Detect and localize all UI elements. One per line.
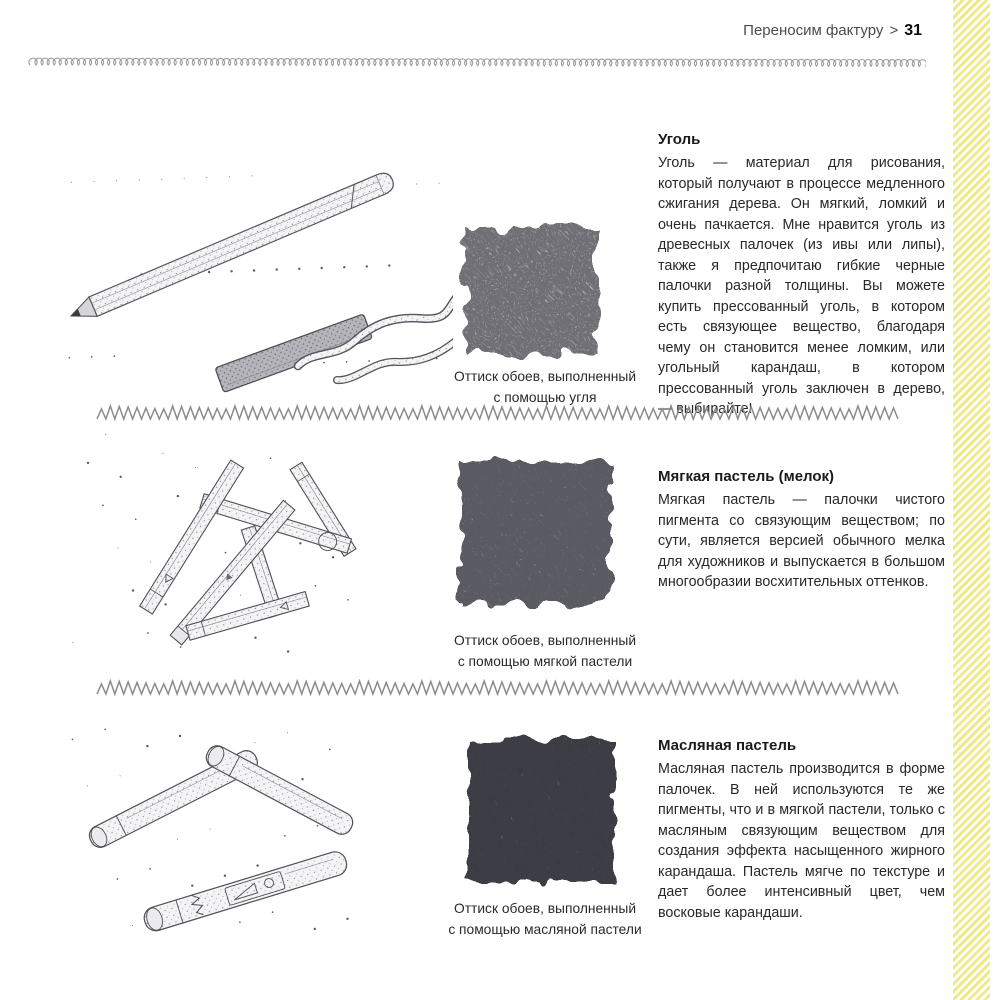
zigzag-divider	[95, 679, 907, 699]
breadcrumb: Переносим фактуру	[743, 22, 884, 39]
charcoal-swatch-caption	[425, 367, 665, 408]
squiggle-divider	[26, 52, 926, 74]
caption-line: Оттиск обоев, выполненный	[453, 369, 637, 384]
oil-pastel-texture-swatch	[452, 728, 632, 896]
caption-line: с помощью мягкой пастели	[457, 653, 633, 669]
section-paragraph: Уголь — материал для рисования, который получают в процессе медленного сжигания дерева. Он мягкий, ломкий и очень пачкается. Мне нравится уголь из древесных палочек (из ивы или липы), также я предпочитаю гибкие черные палочки разной толщины. Вы можете купить прессованный уголь, в котором есть связующее вещество, благодаря чему он становится менее ломким, или угольный карандаш, в котором прессованный уголь заключен в дерево, — выбирайте!	[658, 155, 945, 417]
page-number: 31	[904, 22, 922, 39]
section-heading: Масляная пастель	[658, 737, 797, 754]
soft-pastel-texture-swatch	[444, 450, 630, 620]
caption-line: с помощью масляной пастели	[448, 921, 642, 937]
caption-line: с помощью угля	[493, 389, 597, 405]
soft-pastel-illustration	[70, 433, 368, 663]
page-header	[743, 22, 922, 40]
caption-line: Оттиск обоев, выполненный	[453, 633, 637, 648]
section-paragraph: Масляная пастель производится в форме палочек. В ней используются те же пигменты, что и в мягкой пастели, только с масляным связующим веществом для создания эффекта насыщенного жирного карандаша. Пастель мягче по текстуре и дает более интенсивный цвет, чем восковые карандаши.	[658, 761, 945, 921]
section-heading: Уголь	[658, 131, 701, 148]
soft-pastel-swatch-caption	[415, 631, 675, 672]
oil-pastel-illustration	[63, 716, 361, 950]
breadcrumb-separator: >	[889, 22, 899, 39]
oil-pastel-swatch-caption	[412, 899, 678, 940]
soft-pastel-text-block	[658, 468, 945, 593]
oil-pastel-text-block	[658, 737, 945, 923]
charcoal-illustration	[55, 116, 453, 394]
zigzag-divider	[95, 404, 907, 424]
section-paragraph: Мягкая пастель — палочки чистого пигмента со связующим веществом; по сути, является версией обычного мелка для художников и выпускается в большом многообразии восхитительных оттенков.	[658, 492, 945, 590]
section-heading: Мягкая пастель (мелок)	[658, 468, 835, 485]
charcoal-text-block	[658, 131, 945, 420]
decorative-stripe-band	[953, 0, 990, 1000]
caption-line: Оттиск обоев, выполненный	[453, 901, 637, 916]
charcoal-texture-swatch	[446, 216, 626, 374]
